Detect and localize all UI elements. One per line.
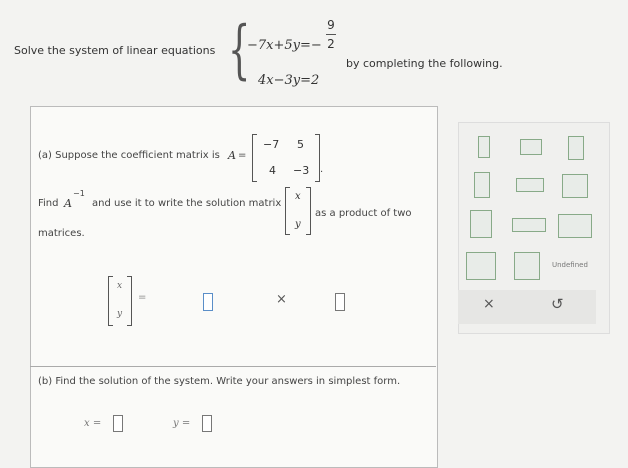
matrix-2x3-icon[interactable] <box>558 214 592 238</box>
matrix-2x1-icon[interactable] <box>568 136 584 160</box>
undefined-button[interactable]: Undefined <box>552 261 588 269</box>
fraction-icon[interactable] <box>478 136 490 158</box>
part-a-label: (a) Suppose the coefficient matrix is <box>38 150 220 161</box>
problem-intro: Solve the system of linear equations <box>14 44 216 57</box>
inverse-matrix-input[interactable] <box>203 293 213 311</box>
matrix-cell: 5 <box>297 138 304 151</box>
equals-sign: = <box>238 150 247 161</box>
constant-matrix-input[interactable] <box>335 293 345 311</box>
find-text: Find <box>38 198 59 209</box>
matrices-text: matrices. <box>38 228 85 239</box>
completing-text: by completing the following. <box>346 57 503 70</box>
close-icon[interactable]: × <box>483 296 495 312</box>
matrix-A-symbol: A <box>228 149 236 162</box>
product-text: as a product of two <box>315 208 412 219</box>
vector-x: x <box>295 191 301 202</box>
answer-vector-y: y <box>117 309 123 319</box>
multiply-sign: × <box>276 292 287 307</box>
fraction-numerator: 9 <box>327 18 335 32</box>
solution-vector <box>285 187 311 235</box>
matrix-cell: −3 <box>293 164 310 177</box>
matrix-3x1-icon[interactable] <box>474 172 490 198</box>
x-answer-input[interactable] <box>113 415 123 432</box>
inverse-exponent: −1 <box>73 189 85 198</box>
fraction-9-over-2 <box>326 18 336 51</box>
matrix-cell: −7 <box>263 138 280 151</box>
inverse-symbol: A <box>64 197 72 210</box>
system-brace: { <box>228 13 251 87</box>
answer-equals: = <box>138 292 147 303</box>
undo-icon[interactable]: ↺ <box>551 295 564 313</box>
vector-y: y <box>295 219 301 230</box>
matrix-1x2-icon[interactable] <box>516 178 544 192</box>
answer-vector-x: x <box>117 281 123 291</box>
matrix-1x3-icon[interactable] <box>512 218 546 232</box>
equation-1: −7x+5y=− <box>247 38 322 53</box>
matrix-3x2-icon[interactable] <box>470 210 492 238</box>
coefficient-matrix <box>252 134 320 182</box>
matrix-2x2-icon[interactable] <box>562 174 588 198</box>
matrix-cell: 4 <box>269 164 276 177</box>
matrix-nxn-icon[interactable] <box>514 252 540 280</box>
fraction-denominator: 2 <box>327 37 335 51</box>
find-rest-text: and use it to write the solution matrix <box>92 198 282 209</box>
matrix-1x1-icon[interactable] <box>520 139 542 155</box>
palette-actions <box>458 290 596 324</box>
part-divider <box>30 366 436 367</box>
x-label: x = <box>84 418 102 429</box>
part-b-label: (b) Find the solution of the system. Write your answers in simplest form. <box>38 376 401 387</box>
answer-vector <box>108 276 132 326</box>
equation-2: 4x−3y=2 <box>258 73 320 88</box>
y-answer-input[interactable] <box>202 415 212 432</box>
matrix-3x3-icon[interactable] <box>466 252 496 280</box>
y-label: y = <box>173 418 191 429</box>
